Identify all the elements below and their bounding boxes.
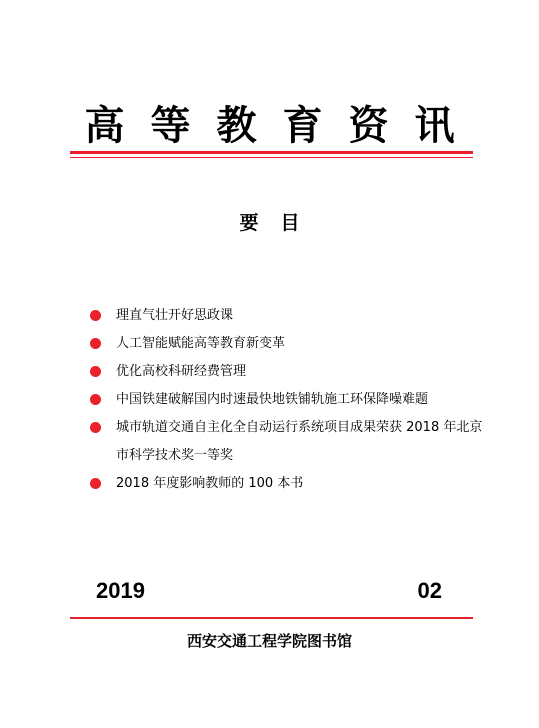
contents-item xyxy=(90,302,490,330)
bullet-icon xyxy=(90,478,101,489)
contents-item-text: 人工智能赋能高等教育新变革 xyxy=(116,336,286,351)
contents-item-text: 2018 年度影响教师的 100 本书 xyxy=(116,476,304,491)
contents-item xyxy=(90,330,490,358)
bullet-icon xyxy=(90,338,101,349)
contents-heading: 要目 xyxy=(239,212,322,234)
issue-number: 02 xyxy=(417,578,442,603)
title-rule-thin xyxy=(70,157,473,158)
journal-title: 高等教育资讯 xyxy=(84,102,481,149)
contents-item-text: 城市轨道交通自主化全自动运行系统项目成果荣获 2018 年北京市科学技术奖一等奖 xyxy=(116,420,483,463)
issue-year: 2019 xyxy=(96,578,145,603)
bullet-icon xyxy=(90,422,101,433)
bullet-icon xyxy=(90,310,101,321)
contents-item xyxy=(90,470,490,498)
contents-list xyxy=(90,302,490,498)
contents-item-text: 理直气壮开好思政课 xyxy=(116,308,234,323)
contents-item-text: 中国铁建破解国内时速最快地铁铺轨施工环保降噪难题 xyxy=(116,392,429,407)
publisher-name: 西安交通工程学院图书馆 xyxy=(186,632,352,650)
contents-item-text: 优化高校科研经费管理 xyxy=(116,364,247,379)
footer-rule xyxy=(70,617,473,619)
bullet-icon xyxy=(90,394,101,405)
title-rule-thick xyxy=(70,151,473,154)
contents-item xyxy=(90,358,490,386)
contents-item xyxy=(90,386,490,414)
contents-item xyxy=(90,414,490,470)
bullet-icon xyxy=(90,366,101,377)
